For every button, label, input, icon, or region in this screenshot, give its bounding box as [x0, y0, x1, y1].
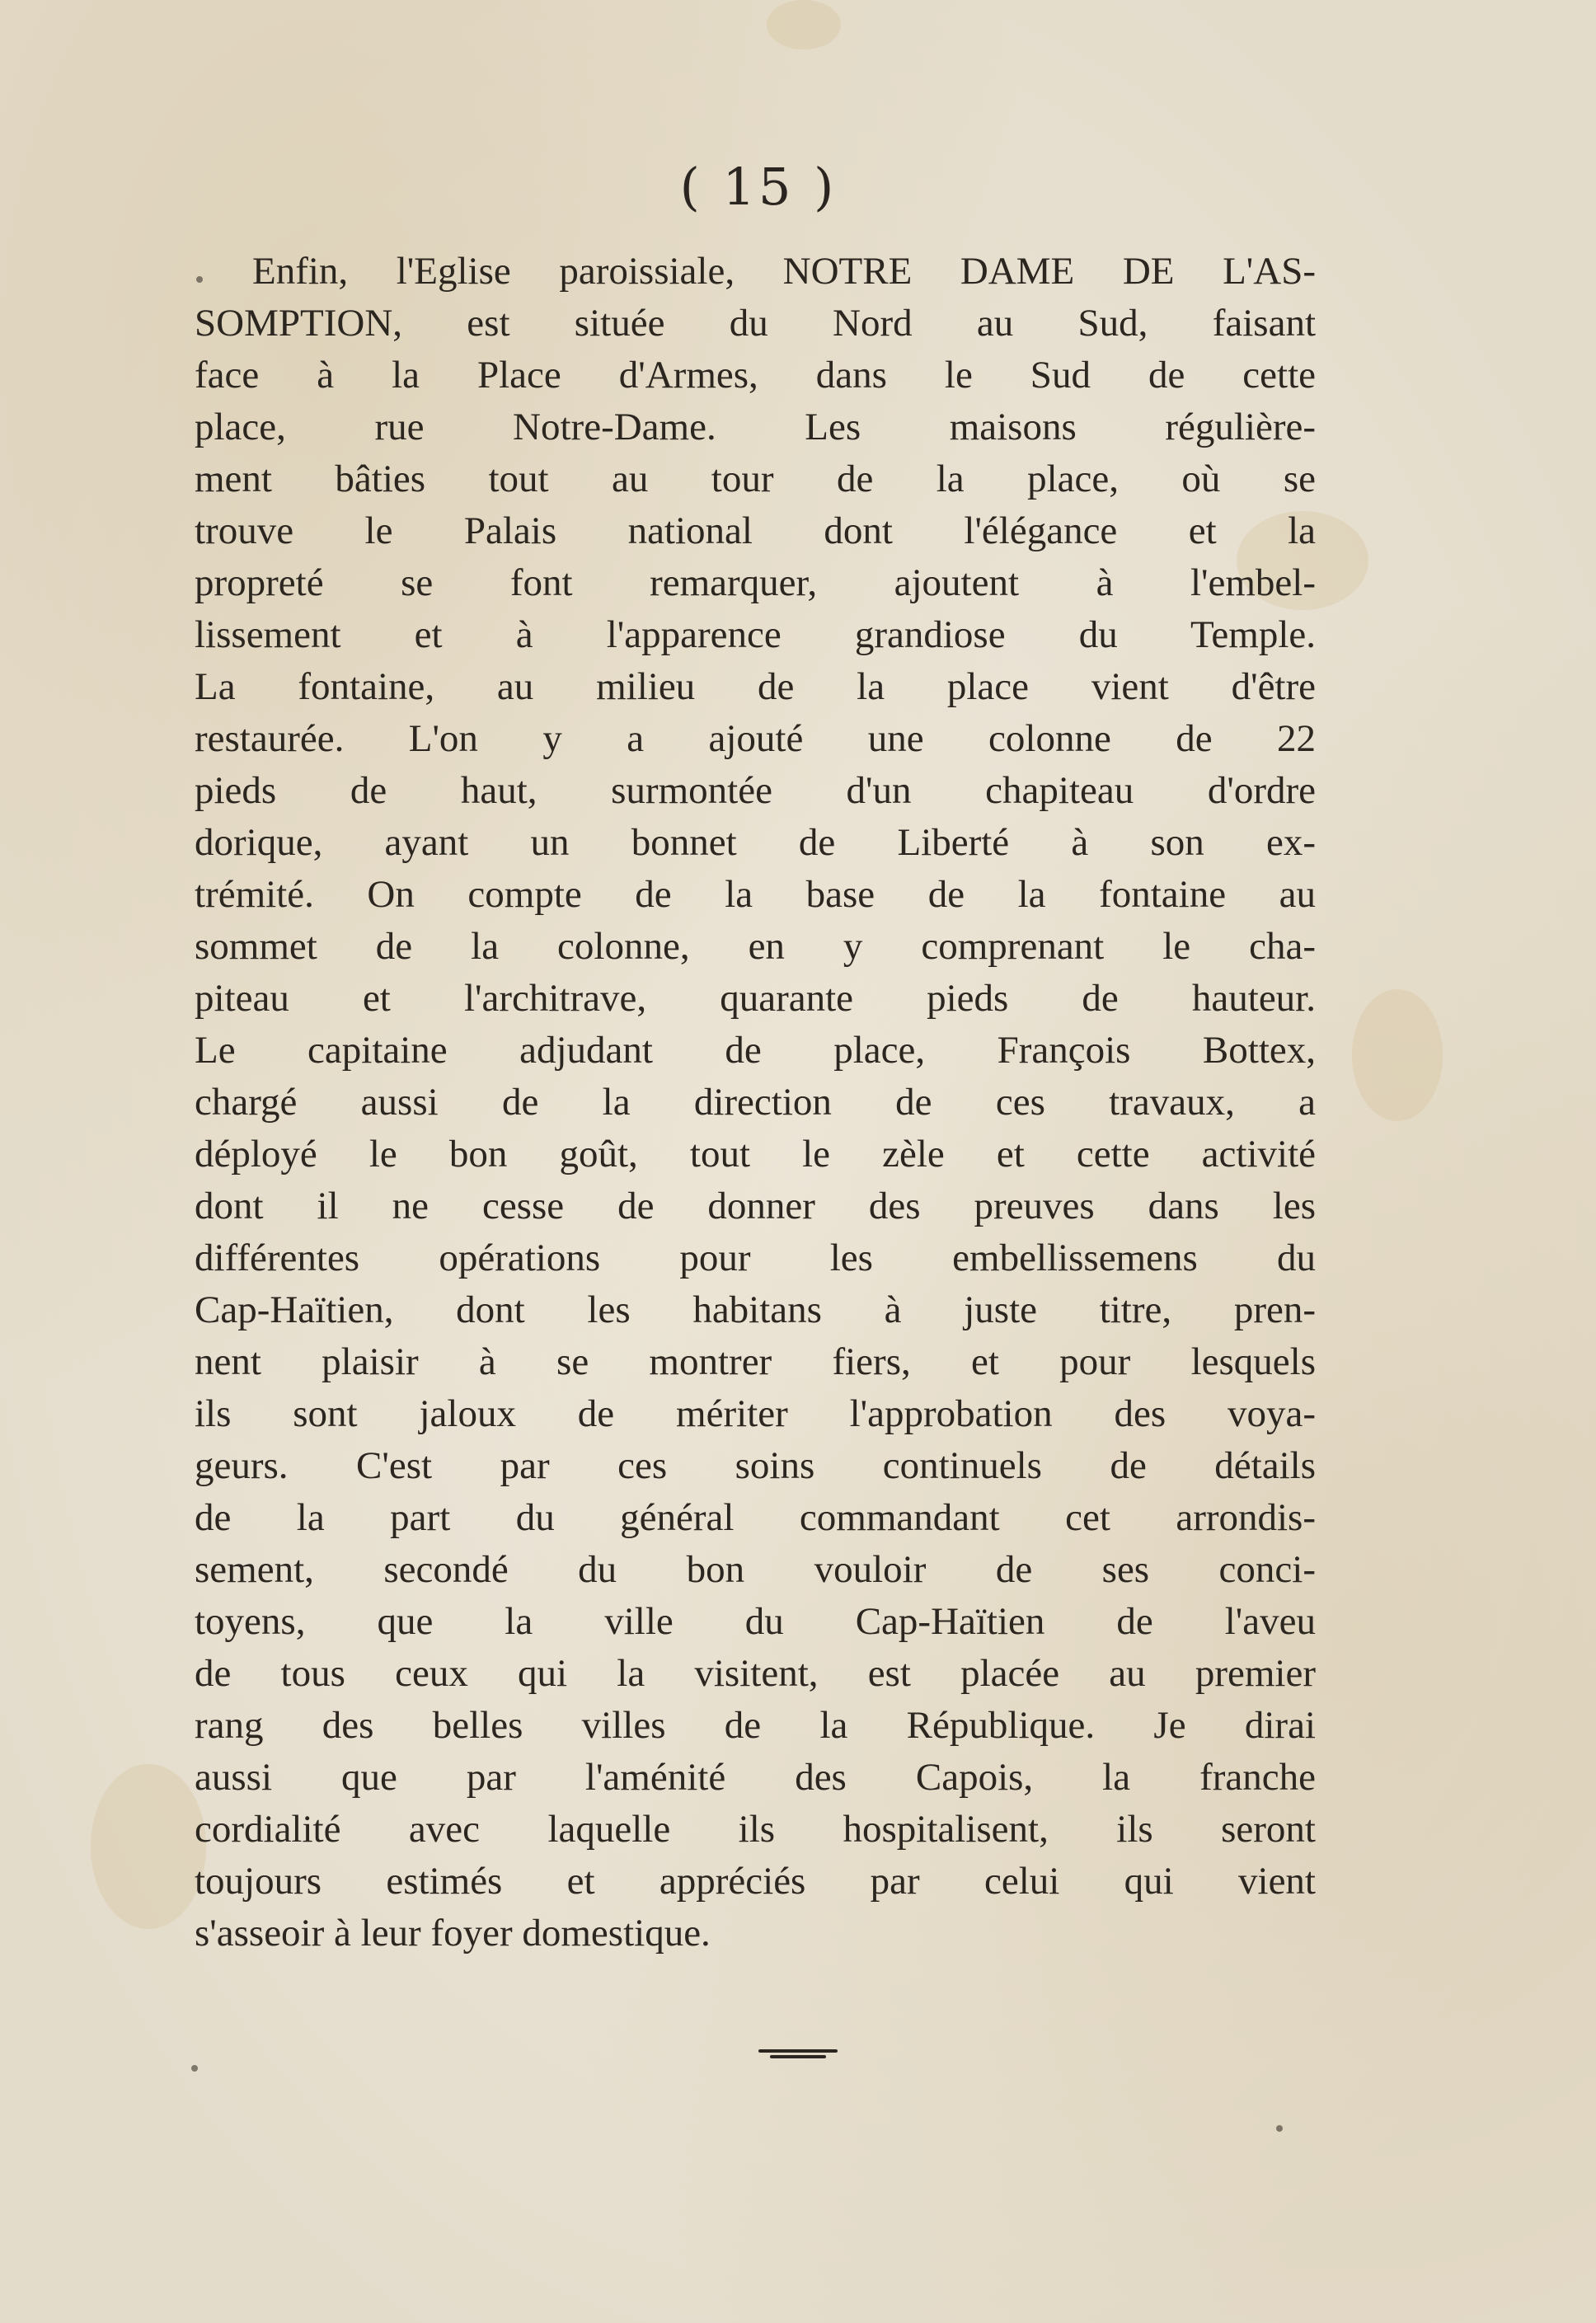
text-line: différentes opérations pour les embellissemens du [195, 1237, 1316, 1279]
text-line: trouve le Palais national dont l'élégance et la [195, 509, 1316, 552]
text-line: La fontaine, au milieu de la place vient d'être [195, 665, 1316, 708]
text-line: piteau et l'architrave, quarante pieds de hauteur. [195, 977, 1316, 1020]
text-line: trémité. On compte de la base de la fontaine au [195, 873, 1316, 916]
text-line: de la part du général commandant cet arrondis- [195, 1496, 1316, 1539]
page-number: ( 15 ) [679, 157, 838, 217]
ornament-rule [758, 2049, 838, 2053]
text-line: s'asseoir à leur foyer domestique. [195, 1912, 711, 1955]
text-line: place, rue Notre-Dame. Les maisons régulière- [195, 406, 1316, 448]
text-line: Enfin, l'Eglise paroissiale, NOTRE DAME DE L'AS- [252, 250, 1316, 293]
text-line: toyens, que la ville du Cap-Haïtien de l'aveu [195, 1600, 1316, 1643]
text-line: dont il ne cesse de donner des preuves dans les [195, 1185, 1316, 1227]
text-line: chargé aussi de la direction de ces travaux, a [195, 1081, 1316, 1124]
text-line: pieds de haut, surmontée d'un chapiteau d'ordre [195, 769, 1316, 812]
text-line: propreté se font remarquer, ajoutent à l'embel- [195, 561, 1316, 604]
text-line: sommet de la colonne, en y comprenant le cha- [195, 925, 1316, 968]
text-line: dorique, ayant un bonnet de Liberté à son ex- [195, 821, 1316, 864]
text-line: SOMPTION, est située du Nord au Sud, faisant [195, 302, 1316, 345]
end-ornament [758, 2049, 838, 2059]
text-line: de tous ceux qui la visitent, est placée au premier [195, 1652, 1316, 1695]
text-line: ment bâties tout au tour de la place, où se [195, 458, 1316, 500]
paper-stain [767, 0, 841, 49]
text-line: Cap-Haïtien, dont les habitans à juste titre, pren- [195, 1288, 1316, 1331]
ink-speck [1276, 2125, 1283, 2132]
text-line: aussi que par l'aménité des Capois, la franche [195, 1756, 1316, 1799]
body-paragraph [195, 246, 1316, 1959]
ornament-rule [770, 2055, 825, 2058]
text-line: cordialité avec laquelle ils hospitalisent, ils seront [195, 1808, 1316, 1851]
paper-stain [1352, 989, 1443, 1121]
ink-speck [191, 2065, 198, 2072]
ink-speck [196, 276, 203, 283]
text-line: restaurée. L'on y a ajouté une colonne de 22 [195, 717, 1316, 760]
text-line: lissement et à l'apparence grandiose du Temple. [195, 613, 1316, 656]
text-line: nent plaisir à se montrer fiers, et pour lesquels [195, 1340, 1316, 1383]
text-line: Le capitaine adjudant de place, François Bottex, [195, 1029, 1316, 1072]
text-line: toujours estimés et appréciés par celui qui vient [195, 1860, 1316, 1903]
text-line: ils sont jaloux de mériter l'approbation des voya- [195, 1392, 1316, 1435]
text-line: rang des belles villes de la République. Je dirai [195, 1704, 1316, 1747]
text-line: face à la Place d'Armes, dans le Sud de cette [195, 354, 1316, 397]
text-line: geurs. C'est par ces soins continuels de détails [195, 1444, 1316, 1487]
text-line: déployé le bon goût, tout le zèle et cette activité [195, 1133, 1316, 1176]
text-line: sement, secondé du bon vouloir de ses conci- [195, 1548, 1316, 1591]
paper-stain [91, 1764, 206, 1929]
